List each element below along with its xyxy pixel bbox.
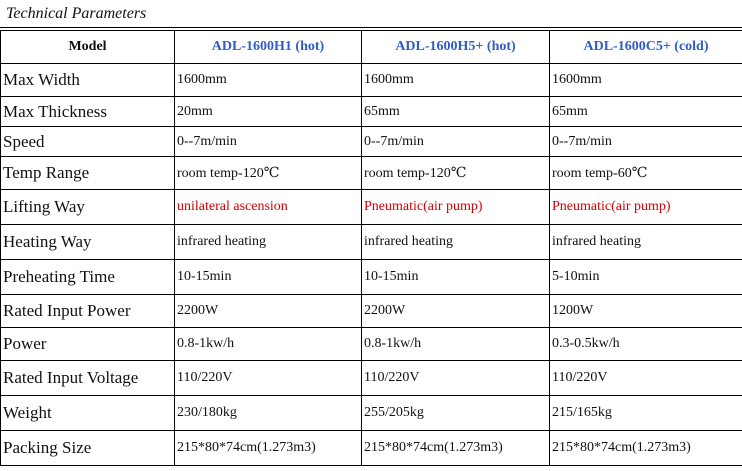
row-value: 2200W: [175, 295, 362, 328]
row-value: infrared heating: [175, 225, 362, 260]
row-label: Rated Input Power: [1, 295, 175, 328]
row-value: 65mm: [362, 97, 550, 127]
row-value: room temp-60℃: [550, 157, 742, 190]
row-label: Packing Size: [1, 431, 175, 466]
table-row: [1, 396, 742, 431]
table-row: [1, 260, 742, 295]
row-value: 1600mm: [175, 64, 362, 97]
table-row: [1, 225, 742, 260]
row-value: 215/165kg: [550, 396, 742, 431]
header-product: ADL-1600C5+ (cold): [550, 31, 742, 64]
table-row: [1, 361, 742, 396]
row-label: Max Width: [1, 64, 175, 97]
row-value: unilateral ascension: [175, 190, 362, 225]
row-label: Temp Range: [1, 157, 175, 190]
row-value: room temp-120℃: [362, 157, 550, 190]
table-row: [1, 157, 742, 190]
row-value: 230/180kg: [175, 396, 362, 431]
row-value: 65mm: [550, 97, 742, 127]
row-value: infrared heating: [362, 225, 550, 260]
row-label: Weight: [1, 396, 175, 431]
row-label: Rated Input Voltage: [1, 361, 175, 396]
row-value: 110/220V: [175, 361, 362, 396]
table-row: [1, 127, 742, 157]
row-value: 110/220V: [362, 361, 550, 396]
row-value: 0.8-1kw/h: [175, 328, 362, 361]
row-label: Lifting Way: [1, 190, 175, 225]
row-value: 110/220V: [550, 361, 742, 396]
header-model: Model: [1, 31, 175, 64]
row-value: 10-15min: [362, 260, 550, 295]
row-label: Max Thickness: [1, 97, 175, 127]
row-value: room temp-120℃: [175, 157, 362, 190]
table-row: [1, 328, 742, 361]
row-value: 215*80*74cm(1.273m3): [362, 431, 550, 466]
row-value: 215*80*74cm(1.273m3): [550, 431, 742, 466]
table-row: [1, 295, 742, 328]
header-row: [1, 31, 742, 64]
row-value: 215*80*74cm(1.273m3): [175, 431, 362, 466]
row-label: Power: [1, 328, 175, 361]
row-value: 0.3-0.5kw/h: [550, 328, 742, 361]
row-value: 255/205kg: [362, 396, 550, 431]
row-value: 0--7m/min: [175, 127, 362, 157]
row-value: 2200W: [362, 295, 550, 328]
table-row: [1, 190, 742, 225]
table-row: [1, 97, 742, 127]
row-label: Preheating Time: [1, 260, 175, 295]
row-value: 0--7m/min: [550, 127, 742, 157]
row-value: 0.8-1kw/h: [362, 328, 550, 361]
table-row: [1, 431, 742, 466]
row-value: Pneumatic(air pump): [550, 190, 742, 225]
row-value: Pneumatic(air pump): [362, 190, 550, 225]
row-value: 1200W: [550, 295, 742, 328]
row-value: 1600mm: [362, 64, 550, 97]
row-label: Heating Way: [1, 225, 175, 260]
caption-divider: [0, 27, 742, 28]
technical-parameters-table: [0, 30, 742, 466]
row-value: 1600mm: [550, 64, 742, 97]
header-product: ADL-1600H5+ (hot): [362, 31, 550, 64]
header-product: ADL-1600H1 (hot): [175, 31, 362, 64]
row-label: Speed: [1, 127, 175, 157]
row-value: 5-10min: [550, 260, 742, 295]
row-value: 0--7m/min: [362, 127, 550, 157]
row-value: 20mm: [175, 97, 362, 127]
row-value: 10-15min: [175, 260, 362, 295]
table-row: [1, 64, 742, 97]
row-value: infrared heating: [550, 225, 742, 260]
table-caption: Technical Parameters: [6, 5, 147, 22]
